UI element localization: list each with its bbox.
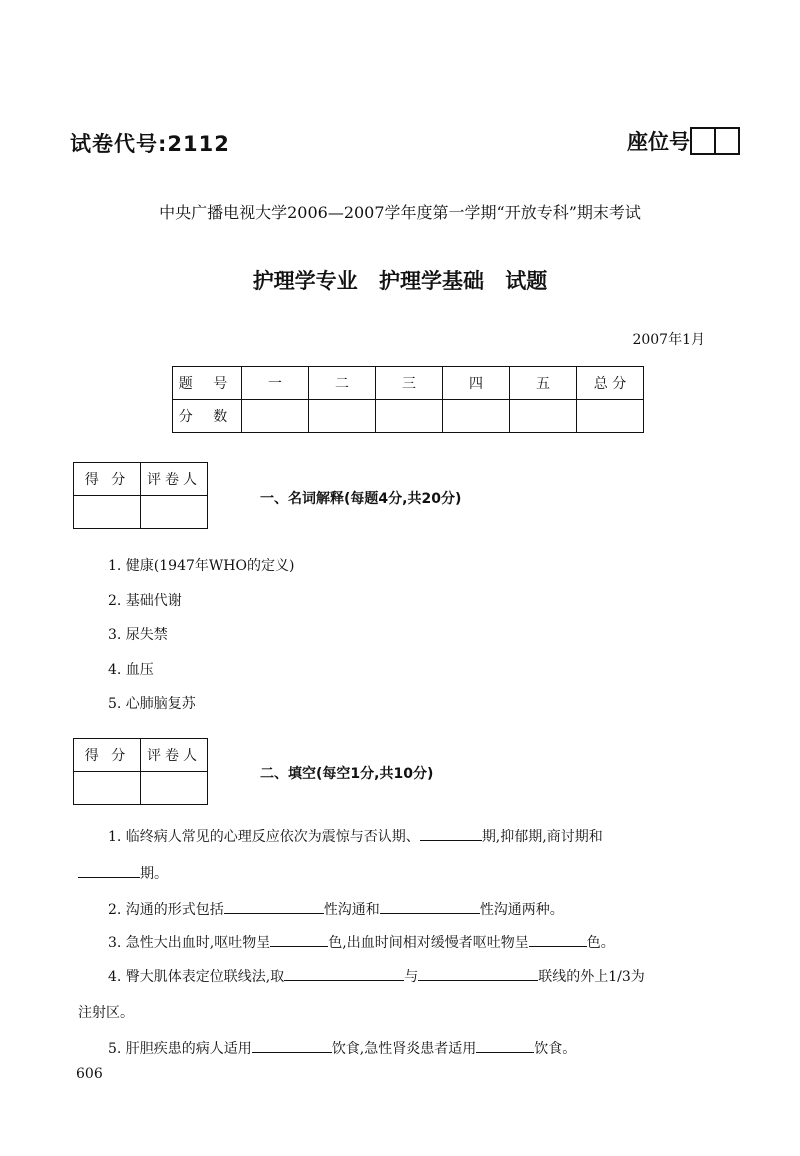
answer-blank[interactable]: [224, 899, 324, 914]
score-header-cell: 四: [443, 367, 510, 400]
grader-table: [73, 462, 208, 529]
question-text: 5. 肝胆疾患的病人适用: [108, 1041, 252, 1057]
question-text: 饮食。: [534, 1041, 577, 1057]
list-item: 3. 尿失禁: [108, 627, 168, 643]
page-number: 606: [76, 1066, 103, 1082]
score-cell[interactable]: [242, 400, 309, 433]
grader-score-cell[interactable]: [74, 496, 141, 529]
score-table-score-row: [173, 400, 644, 433]
answer-blank[interactable]: [476, 1038, 534, 1053]
answer-blank[interactable]: [270, 932, 328, 947]
score-header-cell: 五: [510, 367, 577, 400]
grader-name-label: 评卷人: [141, 739, 208, 772]
exam-title: 护理学专业 护理学基础 试题: [252, 269, 548, 293]
list-item: 4. 血压: [108, 661, 154, 678]
answer-blank[interactable]: [420, 826, 482, 841]
question-text: 期,抑郁期,商讨期和: [481, 829, 603, 845]
section-1-heading: 一、名词解释(每题4分,共20分): [260, 491, 462, 507]
seat-box-2[interactable]: [716, 127, 740, 155]
score-cell[interactable]: [376, 400, 443, 433]
answer-blank[interactable]: [418, 966, 538, 981]
question-5: [78, 1038, 770, 1059]
section-1-items: [108, 556, 294, 729]
list-item: 2. 基础代谢: [108, 592, 182, 609]
grader-table: [73, 738, 208, 805]
question-text: 性沟通两种。: [479, 902, 564, 918]
grader-name-label: 评卷人: [141, 463, 208, 496]
exam-date: 2007年1月: [632, 332, 705, 348]
question-text: 3. 急性大出血时,呕吐物呈: [108, 935, 271, 951]
score-header-cell: 三: [376, 367, 443, 400]
question-text: 注射区。: [78, 1005, 134, 1021]
exam-subtitle: 中央广播电视大学2006—2007学年度第一学期“开放专科”期末考试: [159, 203, 641, 222]
answer-blank[interactable]: [252, 1038, 332, 1053]
question-3: [78, 932, 770, 953]
question-text: 期。: [140, 866, 168, 882]
question-text: 饮食,急性肾炎患者适用: [331, 1041, 477, 1057]
seat-number: [627, 126, 740, 156]
score-header-cell: 一: [242, 367, 309, 400]
question-text: 联线的外上1/3为: [538, 969, 645, 985]
question-text: 色。: [586, 935, 615, 951]
score-cell[interactable]: [510, 400, 577, 433]
question-text: 4. 臀大肌体表定位联线法,取: [108, 969, 285, 985]
answer-blank[interactable]: [78, 863, 140, 878]
score-header-cell: 总 分: [577, 367, 644, 400]
score-cell[interactable]: [443, 400, 510, 433]
answer-blank[interactable]: [380, 899, 480, 914]
question-1: [78, 826, 740, 884]
score-table-header-row: [173, 367, 644, 400]
seat-number-label: 座位号: [627, 130, 690, 154]
seat-box-1[interactable]: [690, 127, 716, 155]
question-text: 性沟通和: [323, 902, 380, 918]
score-cell[interactable]: [309, 400, 376, 433]
question-2: [78, 899, 770, 920]
section-2-heading: 二、填空(每空1分,共10分): [260, 766, 434, 782]
grader-name-cell[interactable]: [141, 772, 208, 805]
question-text: 2. 沟通的形式包括: [108, 902, 224, 918]
exam-code: 试卷代号:2112: [70, 132, 230, 156]
question-text: 1. 临终病人常见的心理反应依次为震惊与否认期、: [108, 829, 420, 845]
answer-blank[interactable]: [529, 932, 587, 947]
score-row-label: 分 数: [173, 400, 242, 433]
score-cell[interactable]: [577, 400, 644, 433]
question-4: [78, 966, 740, 1023]
list-item: 1. 健康(1947年WHO的定义): [108, 558, 295, 574]
list-item: 5. 心肺脑复苏: [108, 696, 196, 712]
score-header-cell: 题 号: [173, 367, 242, 400]
grader-score-cell[interactable]: [74, 772, 141, 805]
question-text: 与: [404, 969, 419, 985]
grader-score-label: 得 分: [74, 739, 141, 772]
score-table: [172, 366, 644, 433]
grader-score-label: 得 分: [74, 463, 141, 496]
answer-blank[interactable]: [284, 966, 404, 981]
question-text: 色,出血时间相对缓慢者呕吐物呈: [328, 935, 529, 951]
grader-name-cell[interactable]: [141, 496, 208, 529]
score-header-cell: 二: [309, 367, 376, 400]
